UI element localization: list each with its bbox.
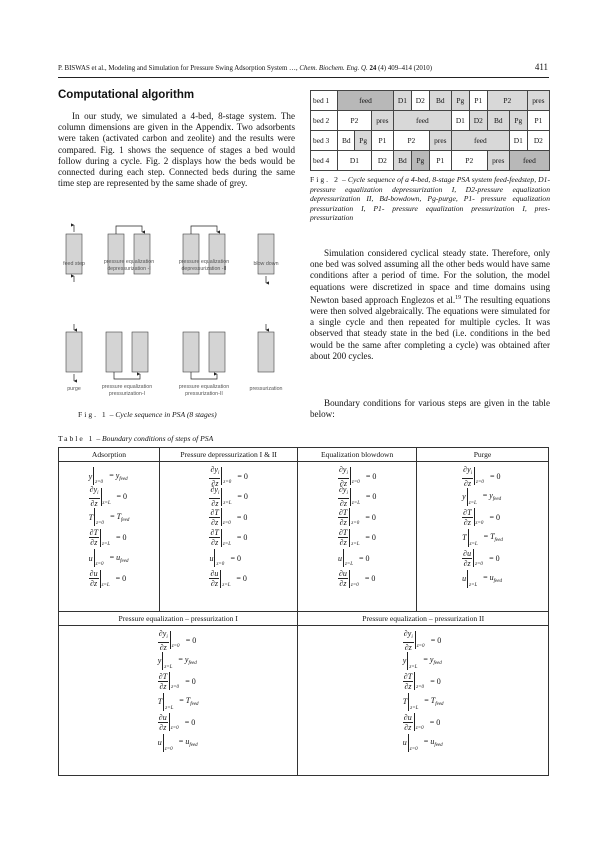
fig2-cell: P1 (469, 91, 487, 111)
equation: $\frac{\partial y_i}{\partial z}$ z=0 = 0 (210, 464, 248, 488)
fig2-cell: P2 (338, 111, 372, 131)
table1-header: Pressure equalization – pressurization I (59, 612, 298, 626)
equation: $\frac{\partial y_i}{\partial z}$ z=0 = 0 (158, 628, 197, 652)
adsorption-equations (59, 462, 160, 612)
table1-caption-text: – Boundary conditions of steps of PSA (94, 434, 214, 443)
page-number: 411 (534, 62, 548, 72)
equation: $\frac{\partial u}{\partial z}$ z=L = 0 (89, 569, 127, 589)
equation: T z=L = $T_{feed}$ (462, 528, 503, 549)
fig2-cell: Pg (411, 151, 429, 171)
equation: u z=L = 0 (338, 548, 376, 569)
equation: $\frac{\partial T}{\partial z}$ z=0 = 0 (210, 507, 248, 527)
paragraph-simulation (310, 248, 550, 362)
equation: $\frac{\partial u}{\partial z}$ z=L = 0 (210, 569, 247, 589)
table-1-caption (58, 434, 213, 444)
table1-header-row-2 (59, 612, 549, 626)
equation: $\frac{\partial y_i}{\partial z}$ z=0 = 0 (338, 464, 377, 488)
table1-header: Pressure depressurization I & II (160, 448, 298, 462)
fig2-cell: D2 (527, 131, 549, 151)
fig1-caption-lead: Fig. 1 (78, 410, 108, 419)
fig2-cell: pres (371, 111, 393, 131)
fig2-cell: Pg (509, 111, 527, 131)
equation: $\frac{\partial y_i}{\partial z}$ z=L = 0 (338, 485, 377, 509)
fig2-cell: D2 (411, 91, 429, 111)
fig2-cell: pres (487, 151, 509, 171)
equation: $\frac{\partial y_i}{\partial z}$ z=0 = 0 (463, 464, 501, 488)
fig2-cell: P2 (393, 131, 429, 151)
fig2-row (311, 111, 550, 131)
fig2-cell: Bd (487, 111, 509, 131)
fig2-cell: pres (527, 91, 549, 111)
fig2-cell: Bd (338, 131, 355, 151)
equation: u z=L = $u_{feed}$ (462, 569, 503, 590)
fig2-cell: P1 (527, 111, 549, 131)
equation: u z=0 = $u_{feed}$ (89, 548, 130, 569)
figure-1 (58, 222, 298, 407)
header-rule (58, 77, 549, 78)
fig1-label-7: pressure equalization pressurization-II (178, 384, 230, 397)
depressurization-equations (160, 462, 298, 612)
equation: u z=0 = $u_{feed}$ (403, 733, 444, 754)
fig1-label-4: blow down (253, 261, 279, 267)
figure-2-table (310, 90, 550, 171)
equation: y z=L = $y_{feed}$ (403, 651, 444, 672)
equation: $\frac{\partial T}{\partial z}$ z=0 = 0 (463, 507, 501, 527)
equation: u z=0 = $u_{feed}$ (158, 733, 199, 754)
equation: y z=L = $y_{feed}$ (158, 651, 199, 672)
equation: $\frac{\partial T}{\partial z}$ z=L = 0 (89, 528, 127, 548)
table1-equation-row (59, 462, 549, 612)
fig2-row (311, 151, 550, 171)
header-issue: (4) 409–414 (2010) (378, 65, 433, 72)
fig1-label-8: pressurization (249, 386, 283, 392)
paragraph-intro: In our study, we simulated a 4-bed, 8-stage system. The column dimensions are given in the Appendix. Two adsorbents were taken (activated carbon and zeolite) and the results were compared. Fig. 1 shows the sequence of stages a bed would follow during a cycle. Fig. 2 displays how the beds would be connected during each step. Connected beds during the same time step are represented by the same shade of grey. (58, 111, 295, 189)
table1-caption-lead: Table 1 (58, 434, 95, 443)
fig2-cell: D1 (338, 151, 372, 171)
fig2-cell: D2 (469, 111, 487, 131)
fig2-cell: P2 (487, 91, 527, 111)
table1-header: Purge (417, 448, 549, 462)
equation: $\frac{\partial T}{\partial z}$ z=0 = 0 (338, 507, 376, 527)
running-header (58, 64, 548, 73)
section-title: Computational algorithm (58, 89, 195, 101)
fig2-cell: Bd (429, 91, 451, 111)
fig2-cell: feed (451, 131, 509, 151)
equation: $\frac{\partial T}{\partial z}$ z=0 = 0 (158, 671, 196, 691)
table1-header: Equalization blowdown (298, 448, 417, 462)
pressurization-1-equations (59, 626, 298, 776)
purge-equations (417, 462, 549, 612)
fig2-cell: D1 (509, 131, 527, 151)
equation: $\frac{\partial y_i}{\partial z}$ z=L = 0 (210, 485, 248, 509)
fig1-label-3: pressure equalization depressurization -II (178, 259, 230, 272)
table1-header-row (59, 448, 549, 462)
figure-2-caption (310, 175, 550, 223)
equation: $\frac{\partial y_i}{\partial z}$ z=0 = 0 (403, 628, 442, 652)
fig1-label-5: purge (67, 386, 81, 392)
fig2-bed-label: bed 4 (311, 151, 338, 171)
equation: T z=L = $T_{feed}$ (158, 692, 199, 713)
equation: $\frac{\partial T}{\partial z}$ z=L = 0 (210, 528, 248, 548)
citation-ref[interactable]: 19 (455, 294, 462, 301)
para2-tail: The resulting equations were then solved algebraically. The equations were simulated for a single cycle and then repeated for multiple cycles. It was observed that steady state in the bed (i.e. conditions in the bed would be the same after completing a cycle) was obtained after about 200 cycles. (310, 294, 550, 361)
pressurization-2-equations (298, 626, 549, 776)
equation: $\frac{\partial T}{\partial z}$ z=0 = 0 (403, 671, 441, 691)
paragraph-boundary: Boundary conditions for various steps are given in the table below: (310, 398, 550, 420)
figure-1-diagram (58, 222, 298, 407)
table1-header: Adsorption (59, 448, 160, 462)
equation: $\frac{\partial u}{\partial z}$ z=0 = 0 (403, 712, 441, 732)
fig2-row (311, 131, 550, 151)
fig2-bed-label: bed 3 (311, 131, 338, 151)
equation: $\frac{\partial u}{\partial z}$ z=0 = 0 (158, 712, 196, 732)
equation: $\frac{\partial u}{\partial z}$ z=0 = 0 (338, 569, 376, 589)
fig2-cell: D1 (451, 111, 469, 131)
fig1-label-6: pressure equalization pressurization-I (101, 384, 153, 397)
fig2-row (311, 91, 550, 111)
equation: T z=0 = $T_{feed}$ (89, 507, 130, 528)
equation: y z=L = $y_{feed}$ (462, 487, 503, 508)
equation: $\frac{\partial y_i}{\partial z}$ z=L = 0 (89, 485, 128, 509)
fig2-caption-lead: Fig. 2 (310, 175, 340, 184)
fig2-cell: D1 (393, 91, 411, 111)
fig2-cell: Bd (393, 151, 411, 171)
fig2-bed-label: bed 1 (311, 91, 338, 111)
fig2-cell: P1 (371, 131, 393, 151)
table1-header: Pressure equalization – pressurization II (298, 612, 549, 626)
header-authors: P. BISWAS et al., Modeling and Simulation for Pressure Swing Adsorption System …, (58, 65, 300, 72)
table1-equation-row-2 (59, 626, 549, 776)
header-volume: 24 (369, 65, 377, 72)
table-1 (58, 447, 549, 776)
fig2-cell: P2 (451, 151, 487, 171)
header-journal: Chem. Biochem. Eng. Q. (299, 65, 368, 72)
para2-text: Simulation considered cyclical steady state. Therefore, only one bed was solved assuming all the other beds would have same conditions after a period of time. For the solution, the model equations were discretized in space and time domains using Newton based approach Englezos et al. (310, 248, 550, 305)
fig2-cell: D2 (371, 151, 393, 171)
fig2-cell: Pg (451, 91, 469, 111)
equation: y z=0 = $y_{feed}$ (89, 466, 130, 487)
fig2-cell: P1 (429, 151, 451, 171)
fig1-label-1: feed step (63, 261, 85, 267)
fig2-cell: feed (509, 151, 549, 171)
fig2-cell: pres (429, 131, 451, 151)
equation: T z=L = $T_{feed}$ (403, 692, 444, 713)
fig2-cell: feed (393, 111, 451, 131)
equation: $\frac{\partial T}{\partial z}$ z=L = 0 (338, 528, 376, 548)
blowdown-equations (298, 462, 417, 612)
fig2-cell: Pg (355, 131, 371, 151)
equation: $\frac{\partial u}{\partial z}$ z=0 = 0 (463, 548, 500, 568)
fig1-caption-text: – Cycle sequence in PSA (8 stages) (107, 410, 217, 419)
fig2-bed-label: bed 2 (311, 111, 338, 131)
equation: u z=0 = 0 (209, 548, 247, 569)
fig1-label-2: pressure equalization depressurization -I (103, 259, 155, 272)
fig2-cell: feed (338, 91, 394, 111)
figure-1-caption (78, 410, 217, 420)
fig2-caption-text: – Cycle sequence of a 4-bed, 8-stage PSA system feed-feedstep, D1-pressure equalization depressurization I, D2-pressure equalization depressurization II, Bd-bowdown, Pg-purge, P1- pressure equalization pressurization I, P1- pressure equalization pressurization I, pres- pressurization (310, 175, 550, 222)
